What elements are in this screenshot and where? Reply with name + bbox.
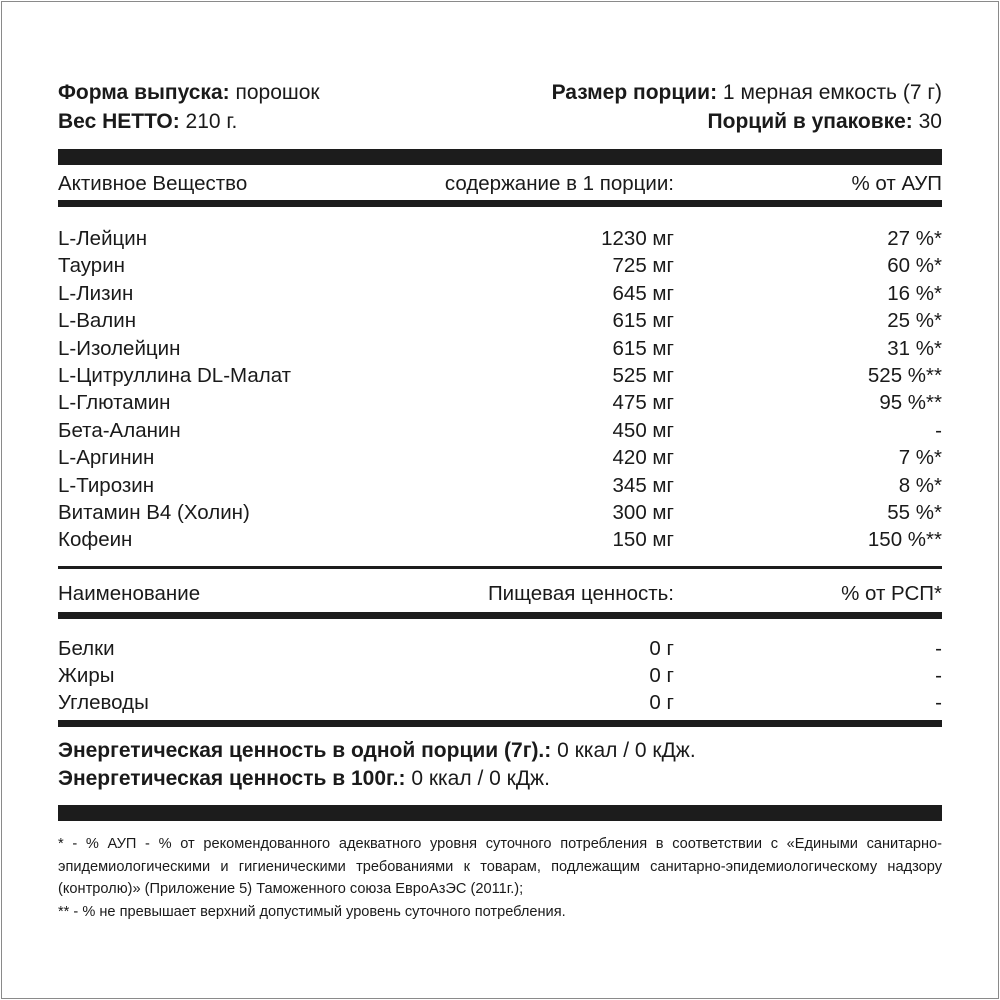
row-amount: 725 мг [612,254,674,278]
serving-label: Размер порции: [551,81,718,104]
divider-thick [58,149,942,165]
servings-label: Порций в упаковке: [707,110,913,133]
row-percent: 525 %** [867,364,942,387]
table-row [58,417,942,444]
table-row [58,280,942,307]
servings-info [708,108,942,136]
row-amount: 615 мг [612,336,674,360]
energy-portion-label: Энергетическая ценность в одной порции (7г).: [58,739,552,762]
divider-thick [58,805,942,821]
row-amount: 345 мг [612,473,674,497]
row-amount: 1230 мг [601,227,674,250]
row-percent: 95 %** [879,391,942,415]
row-amount: 0 г [649,637,674,660]
row-amount: 0 г [649,664,674,688]
row-name: Кофеин [58,528,133,552]
header-substance: Активное Вещество [58,172,248,195]
row-percent: 8 %* [898,473,942,497]
footnote-upper-limit: ** - % не превышает верхний допустимый уровень суточного потребления. [58,903,566,920]
divider-mid [58,200,942,207]
table-row [58,225,942,252]
header-name: Наименование [58,582,201,605]
row-amount: 645 мг [612,281,674,305]
header-row-1 [58,79,942,107]
energy-100g-value: 0 ккал / 0 кДж. [405,767,550,790]
table-row [58,362,942,389]
row-amount: 420 мг [612,446,674,470]
header-percent: % от АУП [851,172,942,195]
table-row [58,252,942,279]
row-name: Витамин В4 (Холин) [58,501,250,524]
table-row [58,662,942,689]
row-name: L-Лизин [58,281,134,305]
row-amount: 450 мг [612,418,674,442]
header-row-2 [58,108,942,136]
row-amount: 615 мг [612,309,674,333]
form-info [58,79,320,107]
row-amount: 525 мг [612,364,674,387]
table-row [58,444,942,471]
row-name: Бета-Аланин [58,418,181,442]
row-amount: 150 мг [612,528,674,552]
row-percent: 31 %* [887,336,942,360]
table-row [58,472,942,499]
weight-label: Вес НЕТТО: [58,110,180,133]
table-row [58,689,942,716]
nutrition-table-header [58,580,942,607]
header-content: содержание в 1 порции: [444,172,674,195]
divider-mid [58,612,942,619]
row-name: Углеводы [58,691,149,715]
row-percent: - [935,418,942,442]
row-percent: 25 %* [887,309,942,333]
row-percent: - [935,664,942,688]
table-row [58,389,942,416]
active-table-header [58,170,942,197]
row-percent: 55 %* [887,501,942,524]
row-name: L-Лейцин [58,227,148,250]
divider-thin [58,566,942,569]
row-name: Белки [58,637,115,660]
row-amount: 300 мг [612,501,674,524]
weight-value: 210 г. [179,110,238,133]
row-name: L-Тирозин [58,473,155,497]
energy-line-portion [58,737,942,764]
row-name: L-Аргинин [58,446,155,470]
header-nutrition: Пищевая ценность: [487,582,674,605]
form-label: Форма выпуска: [58,81,230,104]
table-row [58,526,942,553]
header-rsp: % от РСП* [841,582,942,605]
energy-100g-label: Энергетическая ценность в 100г.: [58,767,406,790]
table-row [58,499,942,526]
row-percent: 150 %** [867,528,942,552]
row-amount: 475 мг [612,391,674,415]
form-value: порошок [229,81,320,104]
footnote-aup: * - % АУП - % от рекомендованного адекватного уровня суточного потребления в соответствии с «Едиными санитарно-эпидемиологическими и гигиеническими требованиями к товарам, подлежащим санитарно-эпидемиологическому надзору (контролю)» (Приложение 5) Таможенного союза ЕвроАзЭС (2011г.); [58,836,942,897]
row-name: Таурин [58,254,125,278]
table-row [58,635,942,662]
row-percent: 7 %* [898,446,942,470]
row-percent: - [935,691,942,715]
row-name: Жиры [58,664,115,688]
row-name: L-Глютамин [58,391,171,415]
row-name: L-Цитруллина DL-Малат [58,364,292,387]
servings-value: 30 [912,110,942,133]
weight-info [58,108,237,136]
energy-portion-value: 0 ккал / 0 кДж. [551,739,696,762]
row-amount: 0 г [649,691,674,715]
divider-mid [58,720,942,727]
table-row [58,335,942,362]
row-percent: 27 %* [887,227,942,250]
row-name: L-Изолейцин [58,336,181,360]
serving-value: 1 мерная емкость (7 г) [717,81,942,104]
row-name: L-Валин [58,309,137,333]
energy-line-100g [58,765,942,792]
table-row [58,307,942,334]
row-percent: 16 %* [887,281,942,305]
serving-info [552,79,942,107]
row-percent: 60 %* [887,254,942,278]
row-percent: - [935,637,942,660]
footnotes [58,833,942,923]
